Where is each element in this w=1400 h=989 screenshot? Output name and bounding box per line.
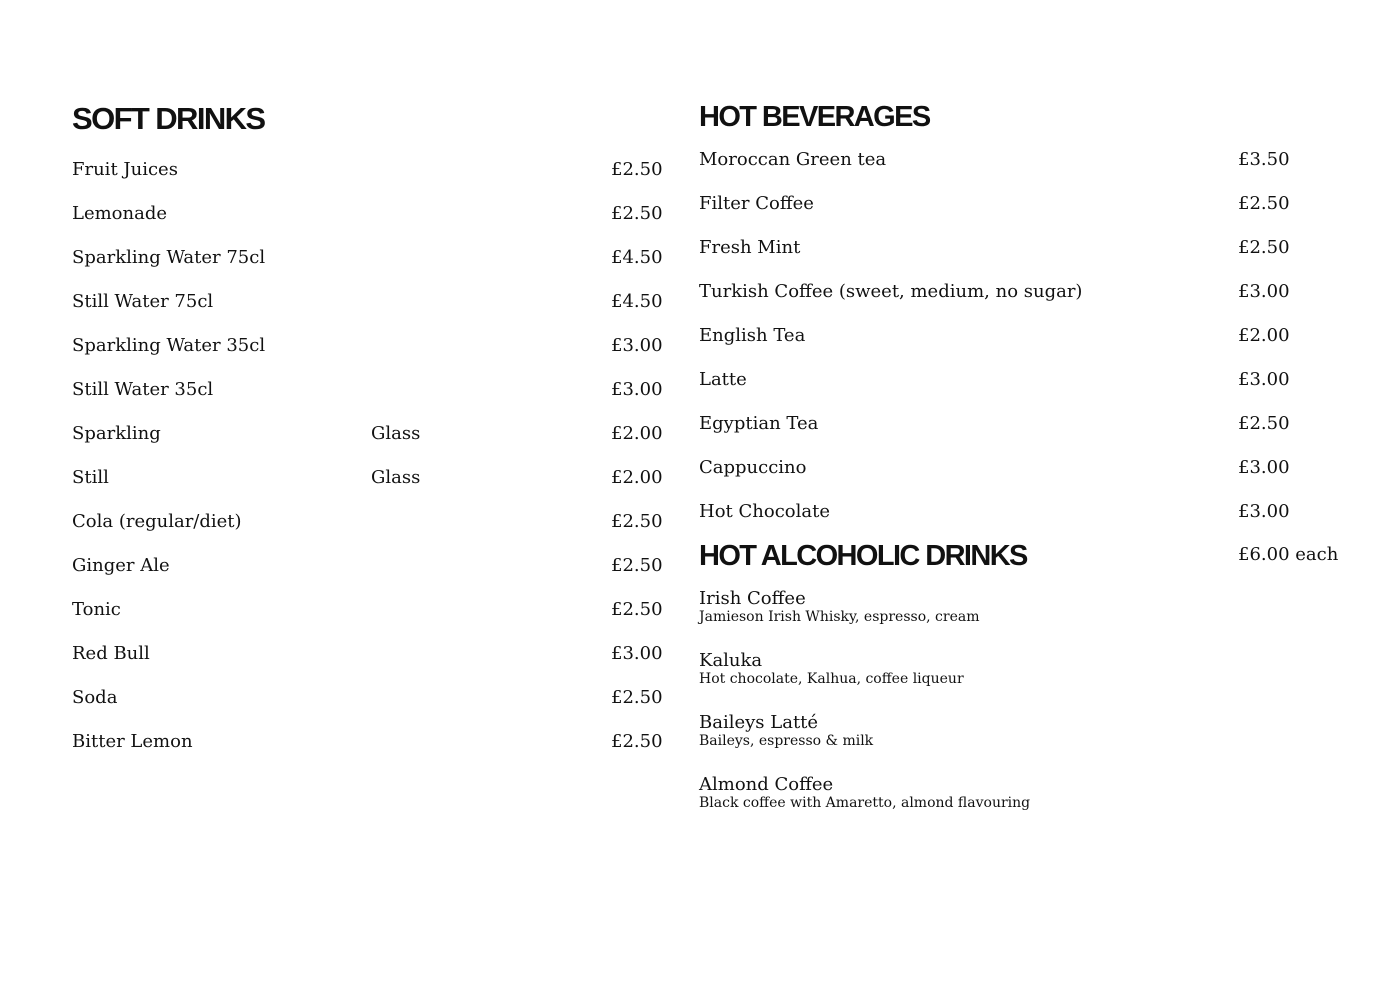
hot-beverage-row — [699, 190, 1339, 218]
item-description: Hot chocolate, Kalhua, coffee liqueur — [699, 671, 964, 687]
hot-alcoholic-item — [699, 775, 1339, 811]
soft-drink-row — [72, 200, 662, 228]
item-price: £3.00 — [1238, 501, 1290, 522]
item-price: £2.50 — [1238, 413, 1290, 434]
item-name: Cappuccino — [699, 457, 807, 478]
item-price: £2.00 — [611, 467, 663, 488]
item-name: Turkish Coffee (sweet, medium, no sugar) — [699, 281, 1083, 302]
hot-beverage-row — [699, 366, 1339, 394]
item-name: Soda — [72, 687, 118, 708]
item-price: £2.50 — [1238, 237, 1290, 258]
item-name: Latte — [699, 369, 747, 390]
item-price: £2.00 — [611, 423, 663, 444]
hot-beverage-row — [699, 410, 1339, 438]
hot-alcoholic-item — [699, 713, 1339, 749]
hot-beverage-row — [699, 278, 1339, 306]
item-price: £2.50 — [611, 731, 663, 752]
item-name: Egyptian Tea — [699, 413, 819, 434]
item-price: £2.50 — [611, 687, 663, 708]
item-name: Almond Coffee — [699, 774, 834, 795]
item-name: Bitter Lemon — [72, 731, 193, 752]
soft-drink-row — [72, 376, 662, 404]
item-price: £3.00 — [1238, 281, 1290, 302]
item-price: £2.50 — [611, 203, 663, 224]
item-name: Still — [72, 467, 109, 488]
item-price: £2.50 — [611, 159, 663, 180]
item-name: Red Bull — [72, 643, 150, 664]
item-price: £2.50 — [611, 555, 663, 576]
item-name: Sparkling — [72, 423, 161, 444]
item-name: Kaluka — [699, 650, 763, 671]
item-size: Glass — [371, 423, 421, 444]
soft-drink-row — [72, 420, 662, 448]
item-description: Baileys, espresso & milk — [699, 733, 874, 749]
item-price: £3.00 — [611, 335, 663, 356]
soft-drink-row — [72, 596, 662, 624]
soft-drink-row — [72, 684, 662, 712]
item-name: Filter Coffee — [699, 193, 814, 214]
item-name: Irish Coffee — [699, 588, 806, 609]
hot-beverages-heading: HOT BEVERAGES — [699, 101, 930, 133]
item-name: Baileys Latté — [699, 712, 819, 733]
item-size: Glass — [371, 467, 421, 488]
item-price: £2.50 — [1238, 193, 1290, 214]
item-name: Fresh Mint — [699, 237, 801, 258]
item-price: £2.50 — [611, 599, 663, 620]
soft-drink-row — [72, 464, 662, 492]
item-name: Ginger Ale — [72, 555, 170, 576]
item-name: Tonic — [72, 599, 121, 620]
hot-beverage-row — [699, 498, 1339, 526]
item-name: Sparkling Water 75cl — [72, 247, 266, 268]
soft-drink-row — [72, 156, 662, 184]
item-name: Sparkling Water 35cl — [72, 335, 266, 356]
soft-drink-row — [72, 244, 662, 272]
item-description: Black coffee with Amaretto, almond flavouring — [699, 795, 1031, 811]
item-price: £4.50 — [611, 291, 663, 312]
soft-drink-row — [72, 728, 662, 756]
item-price: £2.50 — [611, 511, 663, 532]
soft-drink-row — [72, 508, 662, 536]
item-name: Lemonade — [72, 203, 168, 224]
item-price: £3.00 — [1238, 369, 1290, 390]
item-price: £2.00 — [1238, 325, 1290, 346]
hot-beverage-row — [699, 322, 1339, 350]
item-name: English Tea — [699, 325, 806, 346]
soft-drink-row — [72, 332, 662, 360]
item-price: £3.00 — [611, 379, 663, 400]
item-name: Cola (regular/diet) — [72, 511, 242, 532]
soft-drinks-heading: SOFT DRINKS — [72, 101, 265, 136]
item-description: Jamieson Irish Whisky, espresso, cream — [699, 609, 980, 625]
item-name: Fruit Juices — [72, 159, 178, 180]
item-name: Hot Chocolate — [699, 501, 830, 522]
soft-drink-row — [72, 640, 662, 668]
hot-beverage-row — [699, 454, 1339, 482]
hot-alcoholic-price: £6.00 each — [1238, 544, 1339, 565]
item-price: £3.00 — [1238, 457, 1290, 478]
hot-beverage-row — [699, 234, 1339, 262]
item-price: £4.50 — [611, 247, 663, 268]
item-name: Moroccan Green tea — [699, 149, 887, 170]
hot-alcoholic-heading: HOT ALCOHOLIC DRINKS — [699, 540, 1027, 572]
hot-alcoholic-item — [699, 589, 1339, 625]
item-name: Still Water 35cl — [72, 379, 214, 400]
item-price: £3.00 — [611, 643, 663, 664]
soft-drink-row — [72, 552, 662, 580]
item-price: £3.50 — [1238, 149, 1290, 170]
item-name: Still Water 75cl — [72, 291, 214, 312]
soft-drink-row — [72, 288, 662, 316]
hot-alcoholic-item — [699, 651, 1339, 687]
hot-beverage-row — [699, 146, 1339, 174]
